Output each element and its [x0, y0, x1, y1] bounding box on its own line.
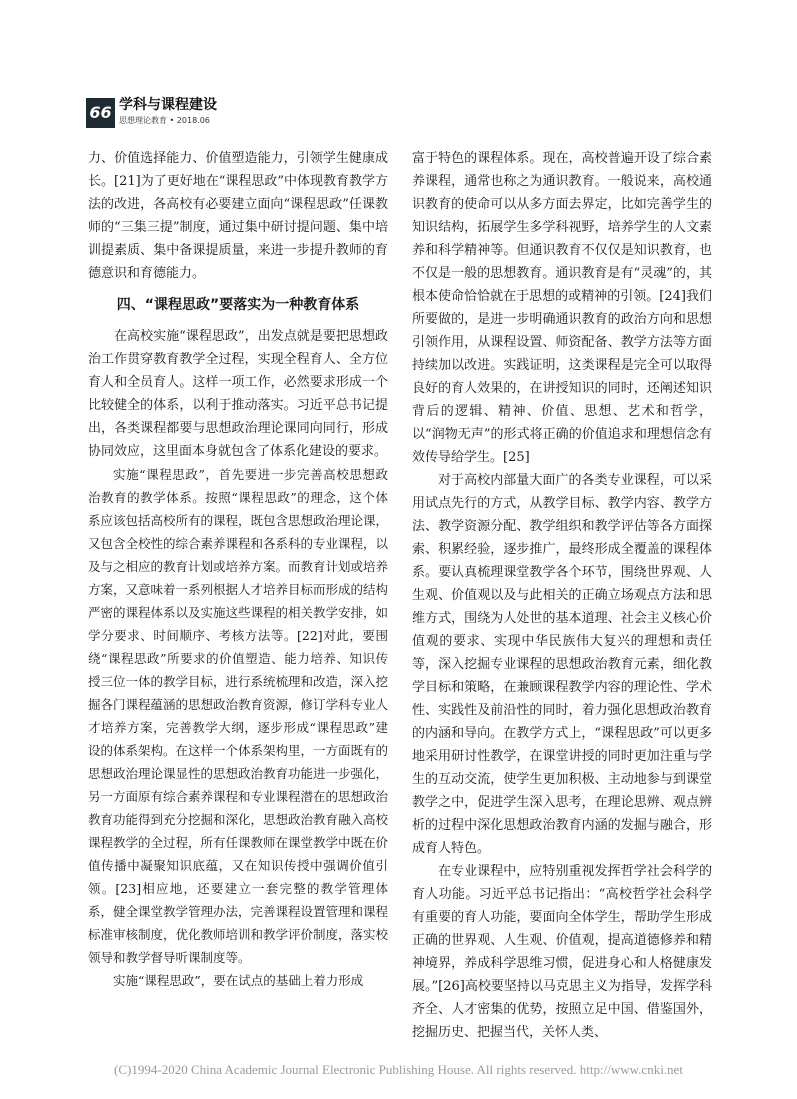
- journal-issue: 思想理论教育 • 2018.06: [119, 116, 210, 125]
- paragraph: 实施“课程思政”，首先要进一步完善高校思想政治教育的教学体系。按照“课程思政”的理念，这个体系应该包括高校所有的课程，既包含思想政治理论课，又包含全校性的综合素养课程和各系科的专业课程，以及与之相应的教育计划或培养方案。而教育计划或培养方案，又意味着一系列根据人才培养目标而形成的结构严密的课程体系以及实施这些课程的相关教学安排，如学分要求、时间顺序、考核方法等。[22]对此，要围绕“课程思政”所要求的价值塑造、能力培养、知识传授三位一体的教学目标，进行系统梳理和改造，深入挖掘各门课程蕴涵的思想政治教育资源，修订学科专业人才培养方案，完善教学大纲，逐步形成“课程思政”建设的体系架构。在这样一个体系架构里，一方面既有的思想政治理论课显性的思想政治教育功能进一步强化，另一方面原有综合素养课程和专业课程潜在的思想政治教育功能得到充分挖掘和深化，思想政治教育融入高校课程教学的全过程，所有任课教师在课堂教学中既在价值传播中凝聚知识底蕴，又在知识传授中强调价值引领。[23]相应地，还要建立一套完整的教学管理体系，健全课堂教学管理办法，完善课程设置管理和课程标准审核制度，优化教师培训和教学评价制度，落实校领导和教学督导听课制度等。: [88, 467, 389, 965]
- paragraph: 对于高校内部量大面广的各类专业课程，可以采用试点先行的方式，从教学目标、教学内容、教学方法、教学资源分配、教学组织和教学评估等各方面探索、积累经验，逐步推广，最终形成全覆盖的课程体系。要认真梳理课堂教学各个环节，围绕世界观、人生观、价值观以及与此相关的正确立场观点方法和思维方式，围绕为人处世的基本道理、社会主义核心价值观的要求、实现中华民族伟大复兴的理想和责任等，深入挖掘专业课程的思想政治教育元素，细化教学目标和策略，在兼顾课程教学内容的理论性、学术性、实践性及前沿性的同时，着力强化思想政治教育的内涵和导向。在教学方式上，“课程思政”可以更多地采用研讨性教学，在课堂讲授的同时更加注重与学生的互动交流，使学生更加积极、主动地参与到课堂教学之中，促进学生深入思考，在理论思辨、观点辨析的过程中深化思想政治教育内涵的发掘与融合，形成育人特色。: [412, 473, 712, 856]
- section-heading: 四、“课程思政”要落实为一种教育体系: [116, 297, 360, 313]
- paragraph: 在专业课程中，应特别重视发挥哲学社会科学的育人功能。习近平总书记指出：“高校哲学社会科学有重要的育人功能，要面向全体学生，帮助学生形成正确的世界观、人生观、价值观，提高道德修养和精神境界，养成科学思维习惯，促进身心和人格健康发展。”[26]高校要坚持以马克思主义为指导，发挥学科齐全、人才密集的优势，按照立足中国、借鉴国外，挖掘历史、把握当代，关怀人类、: [412, 864, 712, 1040]
- paragraph: 富于特色的课程体系。现在，高校普遍开设了综合素养课程，通常也称之为通识教育。一般说来，高校通识教育的使命可以从多方面去界定，比如完善学生的知识结构，拓展学生多学科视野，培养学生的人文素养和科学精神等。但通识教育不仅仅是知识教育，也不仅是一般的思想教育。通识教育是有“灵魂”的，其根本使命恰恰就在于思想的或精神的引领。[24]我们所要做的，是进一步明确通识教育的政治方向和思想引领作用，从课程设置、师资配备、教学方法等方面持续加以改进。实践证明，这类课程是完全可以取得良好的育人效果的，在讲授知识的同时，还阐述知识背后的逻辑、精神、价值、思想、艺术和哲学，以“润物无声”的形式将正确的价值追求和理想信念有效传导给学生。[25]: [412, 151, 712, 465]
- running-header: [86, 96, 222, 130]
- paragraph: 在高校实施“课程思政”，出发点就是要把思想政治工作贯穿教育教学全过程，实现全程育人、全方位育人和全员育人。这样一项工作，必然要求形成一个比较健全的体系，以利于推动落实。习近平总书记提出，各类课程都要与思想政治理论课同向同行，形成协同效应，这里面本身就包含了体系化建设的要求。: [88, 329, 388, 459]
- paragraph: 实施“课程思政”，要在试点的基础上着力形成: [113, 973, 364, 988]
- paragraph: 力、价值选择能力、价值塑造能力，引领学生健康成长。[21]为了更好地在“课程思政”中体现教育教学方法的改进，各高校有必要建立面向“课程思政”任课教师的“三集三提”制度，通过集中研讨提问题、集中培训提素质、集中备课提质量，来进一步提升教师的育德意识和育德能力。: [88, 151, 388, 281]
- copyright-footer: (C)1994-2020 China Academic Journal Electronic Publishing House. All rights reserved. http://www.cnki.net: [114, 1062, 683, 1077]
- section-title: 学科与课程建设: [119, 97, 217, 113]
- left-column: [88, 147, 388, 992]
- right-column: [412, 147, 712, 1044]
- page-number: 66: [86, 98, 115, 128]
